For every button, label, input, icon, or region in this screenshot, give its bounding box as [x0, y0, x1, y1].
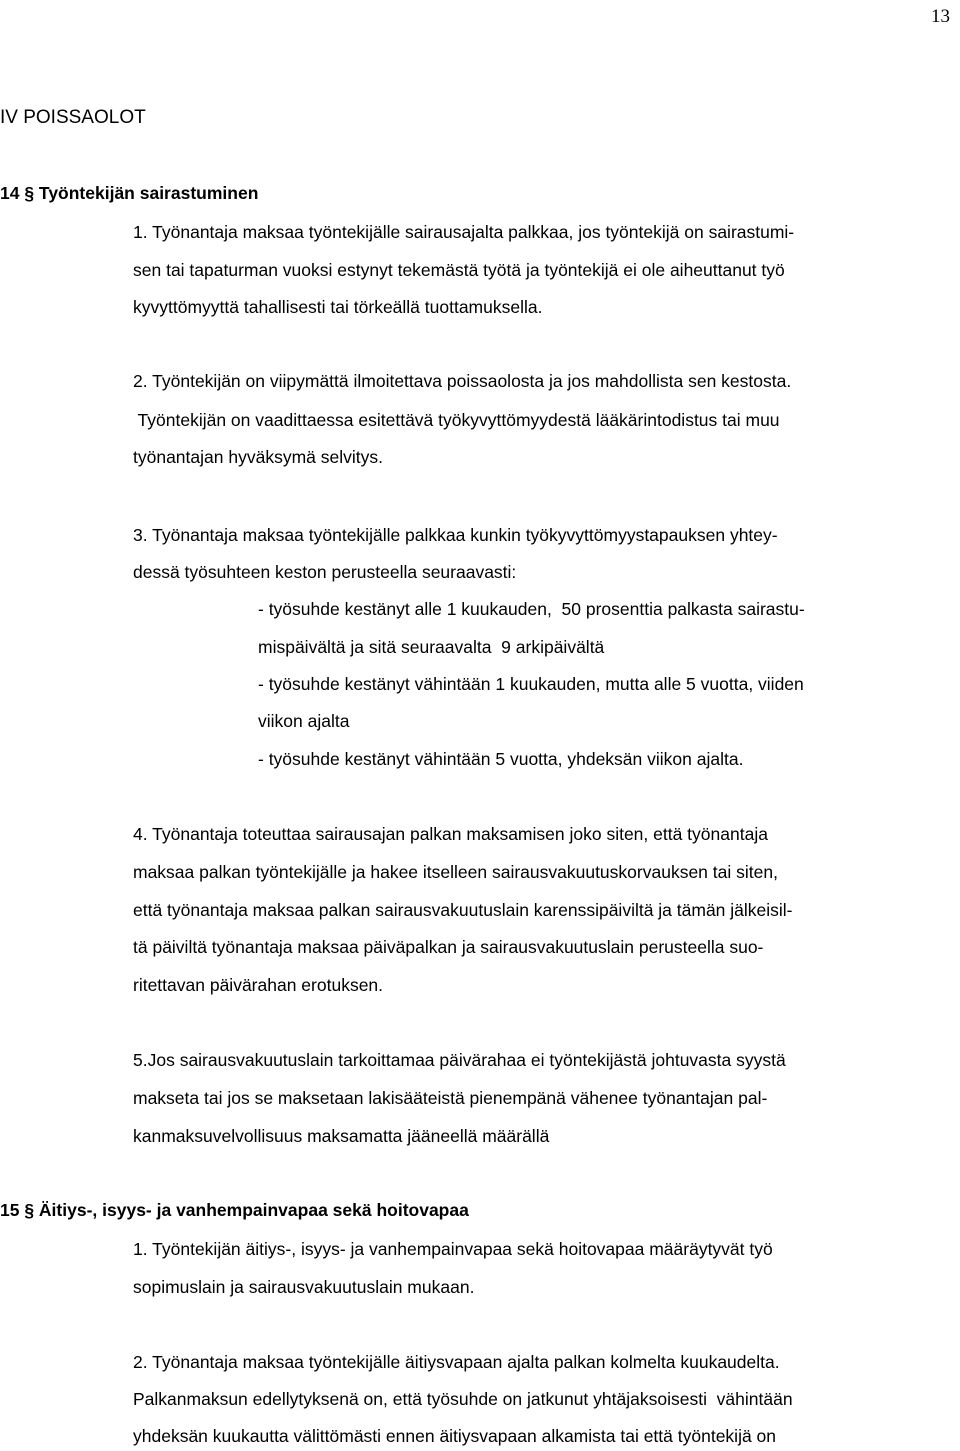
text-line: Työntekijän on vaadittaessa esitettävä työkyvyttömyydestä lääkärintodistus tai muu: [133, 410, 780, 430]
text-line: 1. Työnantaja maksaa työntekijälle sairausajalta palkkaa, jos työntekijä on sairastumi-: [133, 222, 795, 242]
text-line: makseta tai jos se maksetaan lakisääteistä pienempänä vähenee työnantajan pal-: [133, 1088, 768, 1108]
section-title: IV POISSAOLOT: [0, 107, 146, 128]
text-line: sopimuslain ja sairausvakuutuslain mukaan.: [133, 1277, 475, 1297]
list-item: viikon ajalta: [258, 711, 350, 731]
text-line: dessä työsuhteen keston perusteella seuraavasti:: [133, 562, 517, 582]
text-line: tä päiviltä työnantaja maksaa päiväpalkan ja sairausvakuutuslain perusteella suo-: [133, 937, 764, 957]
text-line: että työnantaja maksaa palkan sairausvakuutuslain karenssipäiviltä ja tämän jälkeisil-: [133, 900, 793, 920]
text-line: yhdeksän kuukautta välittömästi ennen äitiysvapaan alkamista tai että työntekijä on: [133, 1426, 777, 1446]
text-line: ritettavan päivärahan erotuksen.: [133, 975, 384, 995]
text-line: kyvyttömyyttä tahallisesti tai törkeällä tuottamuksella.: [133, 297, 543, 317]
list-item: mispäivältä ja sitä seuraavalta 9 arkipäivältä: [258, 637, 605, 657]
text-line: 2. Työntekijän on viipymättä ilmoitettava poissaolosta ja jos mahdollista sen kestosta.: [133, 371, 792, 391]
text-line: 1. Työntekijän äitiys-, isyys- ja vanhempainvapaa sekä hoitovapaa määräytyvät työ: [133, 1239, 773, 1259]
text-line: kanmaksuvelvollisuus maksamatta jääneellä määrällä: [133, 1126, 550, 1146]
heading-14: 14 § Työntekijän sairastuminen: [0, 183, 259, 203]
text-line: 4. Työnantaja toteuttaa sairausajan palkan maksamisen joko siten, että työnantaja: [133, 824, 768, 844]
list-item: - työsuhde kestänyt alle 1 kuukauden, 50 prosenttia palkasta sairastu-: [258, 599, 805, 619]
text-line: 3. Työnantaja maksaa työntekijälle palkkaa kunkin työkyvyttömyystapauksen yhtey-: [133, 525, 778, 545]
text-line: sen tai tapaturman vuoksi estynyt tekemästä työtä ja työntekijä ei ole aiheuttanut työ: [133, 260, 785, 280]
page-number: 13: [931, 6, 950, 27]
text-line: 5.Jos sairausvakuutuslain tarkoittamaa päivärahaa ei työntekijästä johtuvasta syystä: [133, 1050, 786, 1070]
text-line: 2. Työnantaja maksaa työntekijälle äitiysvapaan ajalta palkan kolmelta kuukaudelta.: [133, 1352, 780, 1372]
heading-15: 15 § Äitiys-, isyys- ja vanhempainvapaa sekä hoitovapaa: [0, 1200, 469, 1220]
list-item: - työsuhde kestänyt vähintään 5 vuotta, yhdeksän viikon ajalta.: [258, 749, 744, 769]
list-item: - työsuhde kestänyt vähintään 1 kuukauden, mutta alle 5 vuotta, viiden: [258, 674, 804, 694]
text-line: maksaa palkan työntekijälle ja hakee itselleen sairausvakuutuskorvauksen tai siten,: [133, 862, 778, 882]
text-line: Palkanmaksun edellytyksenä on, että työsuhde on jatkunut yhtäjaksoisesti vähintään: [133, 1389, 793, 1409]
text-line: työnantajan hyväksymä selvitys.: [133, 447, 383, 467]
